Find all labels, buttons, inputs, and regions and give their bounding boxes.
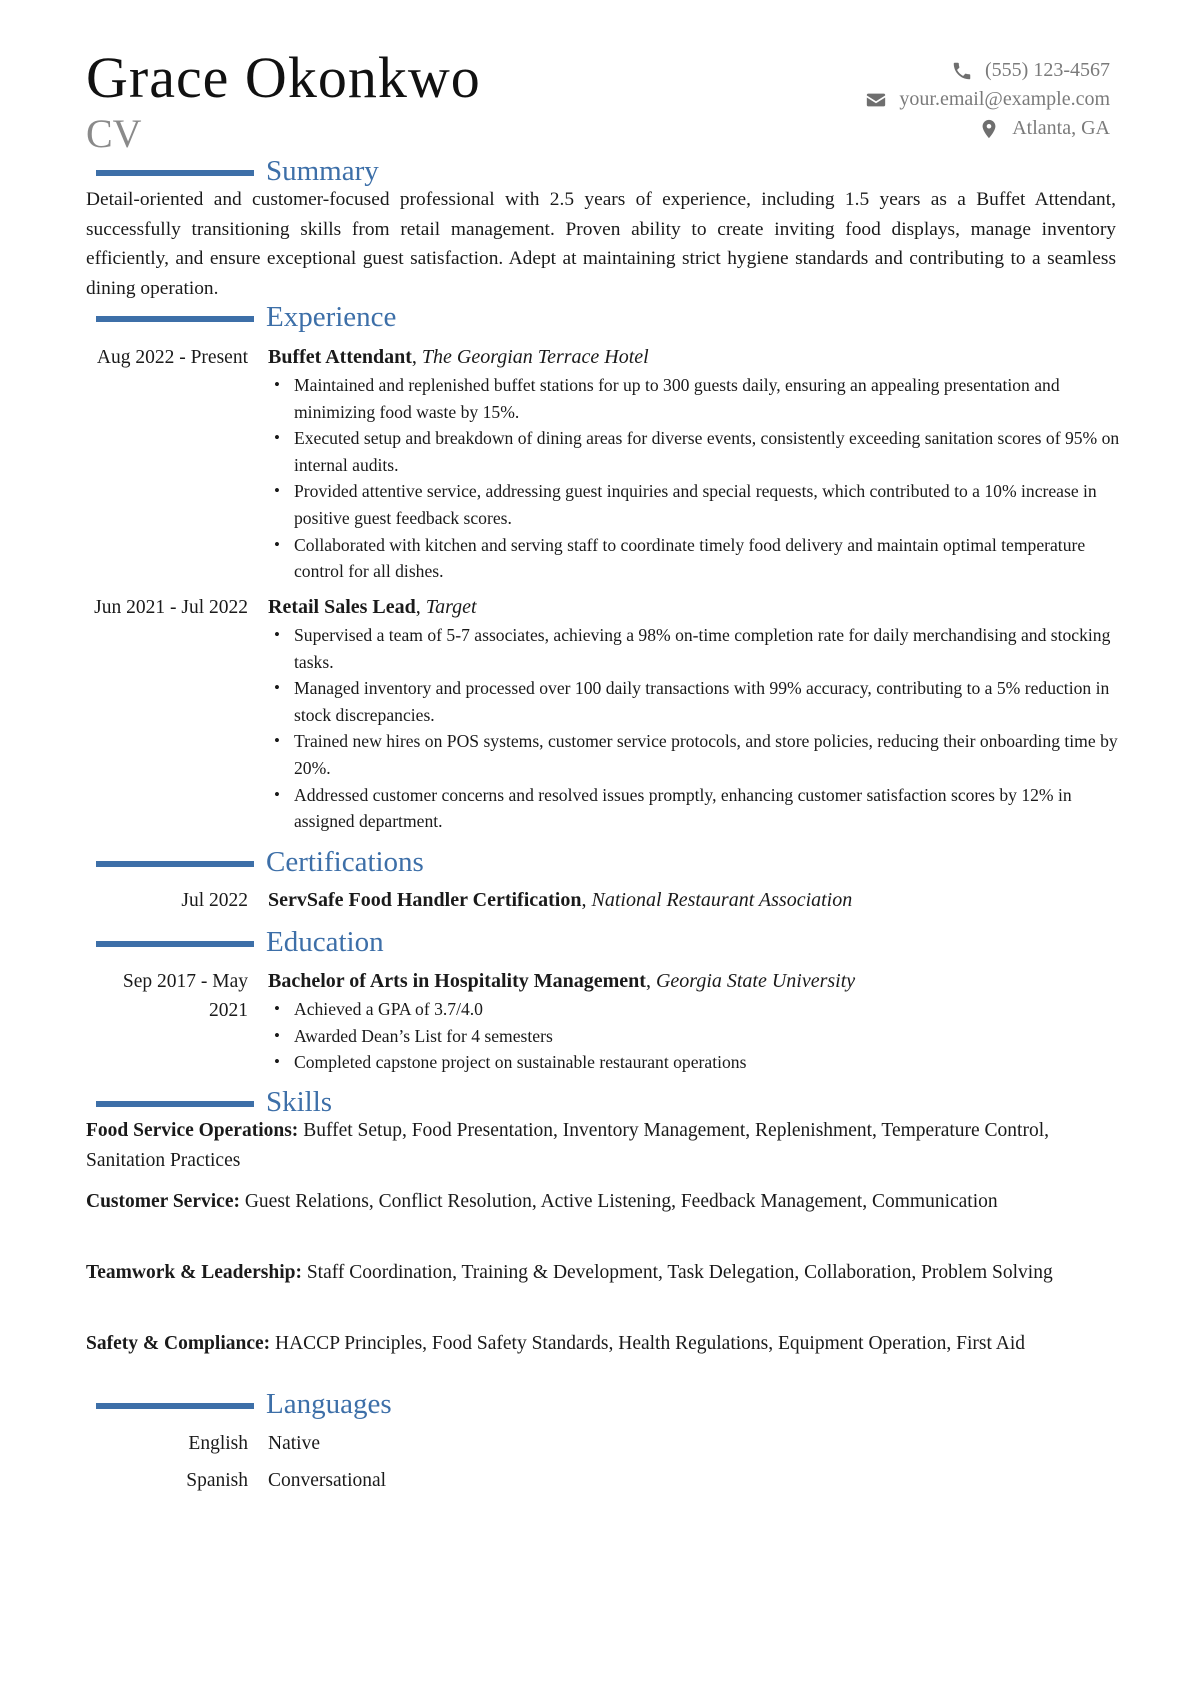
contact-email	[865, 85, 1110, 114]
email-text[interactable]: your.email@example.com	[899, 88, 1110, 110]
language-level: Native	[268, 1433, 320, 1454]
entry-date: Sep 2017 - May 2021	[122, 971, 248, 1021]
contact-location	[865, 114, 1110, 143]
entry-body	[268, 593, 1126, 835]
language-row	[86, 1466, 686, 1495]
entry-date: Aug 2022 - Present	[96, 347, 248, 368]
entry-body	[268, 886, 1126, 915]
employer: The Georgian Terrace Hotel	[421, 346, 649, 368]
language-row	[86, 1429, 686, 1458]
skill-group-items: Staff Coordination, Training & Development, Task Delegation, Collaboration, Problem Solving	[306, 1262, 1053, 1283]
skill-group	[86, 1187, 1126, 1217]
skill-group-items: HACCP Principles, Food Safety Standards, Health Regulations, Equipment Operation, First Aid	[275, 1333, 1025, 1354]
language-level: Conversational	[268, 1470, 387, 1491]
certification-name: ServSafe Food Handler Certification	[268, 889, 582, 911]
entry-bullets	[268, 622, 1126, 835]
entry-title: Bachelor of Arts in Hospitality Management, Georgia State University	[268, 970, 856, 992]
header	[86, 44, 1110, 154]
skill-group	[86, 1116, 1126, 1175]
list-item: • Maintained and replenished buffet stations for up to 300 guests daily, ensuring an appealing presentation and minimizing food waste by 15%.	[268, 372, 1126, 425]
section-title: Certifications	[266, 846, 424, 878]
skill-group-items: Buffet Setup, Food Presentation, Inventory Management, Replenishment, Temperature Control, Sanitation Practices	[86, 1120, 1049, 1171]
envelope-icon	[865, 89, 887, 111]
language-name: English	[188, 1433, 248, 1454]
section-accent-bar	[96, 170, 254, 176]
skill-group-items: Guest Relations, Conflict Resolution, Active Listening, Feedback Management, Communication	[244, 1191, 998, 1212]
list-item: • Completed capstone project on sustainable restaurant operations	[268, 1049, 1126, 1076]
experience-entry	[86, 343, 1126, 585]
summary-section-header	[96, 154, 379, 188]
skill-group-label: Safety & Compliance:	[86, 1333, 271, 1354]
location-text: Atlanta, GA	[1012, 117, 1110, 139]
school: Georgia State University	[655, 970, 856, 992]
section-accent-bar	[96, 861, 254, 867]
entry-title: Retail Sales Lead, Target	[268, 596, 477, 618]
person-name: Grace Okonkwo	[86, 45, 481, 110]
languages-section-header	[96, 1387, 392, 1421]
skill-group	[86, 1329, 1126, 1359]
list-item: • Awarded Dean’s List for 4 semesters	[268, 1023, 1126, 1050]
experience-entry	[86, 593, 1126, 835]
language-name: Spanish	[186, 1470, 248, 1491]
skill-group-label: Customer Service:	[86, 1191, 240, 1212]
section-title: Languages	[266, 1388, 392, 1420]
list-item: • Provided attentive service, addressing guest inquiries and special requests, which contributed to a 10% increase in positive guest feedback scores.	[268, 478, 1126, 531]
contact-info	[865, 56, 1110, 143]
section-accent-bar	[96, 316, 254, 322]
employer: Target	[425, 596, 477, 618]
skill-group-label: Teamwork & Leadership:	[86, 1262, 302, 1283]
entry-title: ServSafe Food Handler Certification, National Restaurant Association	[268, 889, 853, 911]
entry-date: Jun 2021 - Jul 2022	[94, 597, 248, 618]
section-accent-bar	[96, 941, 254, 947]
skills-section-header	[96, 1085, 332, 1119]
list-item: • Collaborated with kitchen and serving staff to coordinate timely food delivery and maintain optimal temperature control for all dishes.	[268, 532, 1126, 585]
section-accent-bar	[96, 1403, 254, 1409]
entry-body	[268, 967, 1126, 1076]
entry-bullets	[268, 996, 1126, 1076]
phone-icon	[951, 60, 973, 82]
list-item: • Trained new hires on POS systems, customer service protocols, and store policies, reducing their onboarding time by 20%.	[268, 728, 1126, 781]
list-item: • Achieved a GPA of 3.7/4.0	[268, 996, 1126, 1023]
job-title: Retail Sales Lead	[268, 596, 416, 618]
list-item: • Executed setup and breakdown of dining areas for diverse events, consistently exceeding sanitation scores of 95% on internal audits.	[268, 425, 1126, 478]
section-title: Experience	[266, 301, 397, 333]
certifications-section-header	[96, 845, 424, 879]
map-marker-icon	[978, 118, 1000, 140]
entry-body	[268, 343, 1126, 585]
education-entry	[86, 967, 1126, 1076]
contact-phone	[865, 56, 1110, 85]
education-section-header	[96, 925, 384, 959]
entry-date: Jul 2022	[181, 890, 248, 911]
summary-text: Detail-oriented and customer-focused professional with 2.5 years of experience, including 1.5 years as a Buffet Attendant, successfully transitioning skills from retail management. Proven ability to create inviting food displays, manage inventory efficiently, and ensure exceptional guest satisfaction. Adept at maintaining strict hygiene standards and contributing to a seamless dining operation.	[86, 189, 1116, 299]
section-accent-bar	[96, 1101, 254, 1107]
section-title: Summary	[266, 155, 379, 187]
certification-entry	[86, 886, 1126, 915]
skill-group-label: Food Service Operations:	[86, 1120, 299, 1141]
phone-text[interactable]: (555) 123-4567	[985, 59, 1110, 81]
degree: Bachelor of Arts in Hospitality Management	[268, 970, 646, 992]
entry-title: Buffet Attendant, The Georgian Terrace Hotel	[268, 346, 649, 368]
list-item: • Managed inventory and processed over 100 daily transactions with 99% accuracy, contributing to a 5% reduction in stock discrepancies.	[268, 675, 1126, 728]
skill-group	[86, 1258, 1126, 1288]
section-title: Education	[266, 926, 384, 958]
issuer: National Restaurant Association	[591, 889, 853, 911]
list-item: • Supervised a team of 5-7 associates, achieving a 98% on-time completion rate for daily merchandising and stocking tasks.	[268, 622, 1126, 675]
section-title: Skills	[266, 1086, 333, 1118]
entry-bullets	[268, 372, 1126, 585]
document-subtitle: CV	[86, 111, 142, 156]
list-item: • Addressed customer concerns and resolved issues promptly, enhancing customer satisfaction scores by 12% in assigned department.	[268, 782, 1126, 835]
experience-section-header	[96, 300, 396, 334]
job-title: Buffet Attendant	[268, 346, 412, 368]
